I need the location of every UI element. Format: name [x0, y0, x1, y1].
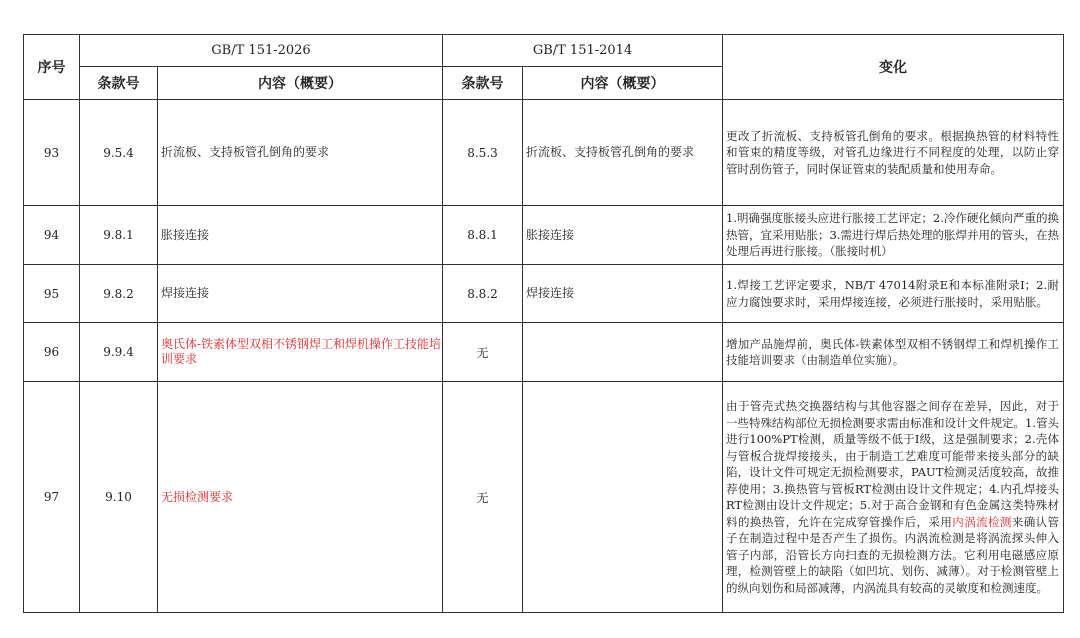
old-standard-header: GB/T 151-2014 — [443, 35, 723, 67]
seq-cell: 97 — [24, 382, 80, 613]
old-content-cell: 折流板、支持板管孔倒角的要求 — [523, 100, 723, 206]
new-clause-cell: 9.10 — [80, 382, 158, 613]
table-row — [24, 323, 1064, 382]
table-row — [24, 265, 1064, 323]
change-cell: 更改了折流板、支持板管孔倒角的要求。根据换热管的材料特性和管束的精度等级，对管孔边缘进行不同程度的处理，以防止穿管时刮伤管子，同时保证管束的装配质量和使用寿命。 — [723, 100, 1064, 206]
old-content-header: 内容（概要） — [523, 67, 723, 100]
new-content-cell: 折流板、支持板管孔倒角的要求 — [158, 100, 443, 206]
table-row — [24, 206, 1064, 265]
old-content-cell — [523, 323, 723, 382]
standard-comparison-table — [23, 34, 1064, 613]
change-text-after: 来确认管子在制造过程中是否产生了损伤。内涡流检测是将涡流探头伸入管子内部，沿管长方向扫查的无损检测方法。它利用电磁感应原理，检测管壁上的缺陷（如凹坑、划伤、减薄）。对于检测管壁上的纵向划伤和局部减薄，内涡流具有较高的灵敏度和检测速度。 — [726, 514, 1060, 595]
new-content-cell: 奥氏体-铁素体型双相不锈钢焊工和焊机操作工技能培训要求 — [158, 323, 443, 382]
old-clause-header: 条款号 — [443, 67, 523, 100]
seq-cell: 94 — [24, 206, 80, 265]
old-clause-cell: 8.5.3 — [443, 100, 523, 206]
seq-cell: 95 — [24, 265, 80, 323]
old-content-cell — [523, 382, 723, 613]
table-row — [24, 100, 1064, 206]
new-clause-cell: 9.8.2 — [80, 265, 158, 323]
change-text-highlight: 内涡流检测 — [952, 514, 1012, 529]
old-clause-cell: 无 — [443, 382, 523, 613]
old-clause-cell: 8.8.1 — [443, 206, 523, 265]
old-clause-cell: 无 — [443, 323, 523, 382]
change-cell — [723, 382, 1064, 613]
change-cell: 增加产品施焊前，奥氏体-铁素体型双相不锈钢焊工和焊机操作工技能培训要求（由制造单位实施）。 — [723, 323, 1064, 382]
old-clause-cell: 8.8.2 — [443, 265, 523, 323]
header-row-1 — [24, 35, 1064, 67]
seq-cell: 93 — [24, 100, 80, 206]
change-cell: 1.明确强度胀接头应进行胀接工艺评定；2.冷作硬化倾向严重的换热管，宜采用贴胀；3.需进行焊后热处理的胀焊并用的管头，在热处理后再进行胀接。（胀接时机） — [723, 206, 1064, 265]
change-header: 变化 — [723, 35, 1064, 100]
seq-cell: 96 — [24, 323, 80, 382]
new-standard-header: GB/T 151-2026 — [80, 35, 443, 67]
new-content-cell: 焊接连接 — [158, 265, 443, 323]
seq-header: 序号 — [24, 35, 80, 100]
new-content-cell: 胀接连接 — [158, 206, 443, 265]
old-content-cell: 胀接连接 — [523, 206, 723, 265]
old-content-cell: 焊接连接 — [523, 265, 723, 323]
new-clause-cell: 9.8.1 — [80, 206, 158, 265]
new-clause-header: 条款号 — [80, 67, 158, 100]
new-clause-cell: 9.5.4 — [80, 100, 158, 206]
change-text-before: 由于管壳式热交换器结构与其他容器之间存在差异，因此，对于一些特殊结构部位无损检测要求需由标准和设计文件规定。1.管头进行100%PT检测，质量等级不低于Ⅰ级，这是强制要求；2.壳体与管板合拢焊接接头，由于制造工艺难度可能带来接头部分的缺陷，设计文件可规定无损检测要求，PAUT检测灵活度较高，故推荐使用；3.换热管与管板RT检测由设计文件规定；4.内孔焊接头RT检测由设计文件规定；5.对于高合金钢和有色金属这类特殊材料的换热管，允许在完成穿管操作后，采用 — [726, 399, 1060, 529]
new-content-header: 内容（概要） — [158, 67, 443, 100]
new-clause-cell: 9.9.4 — [80, 323, 158, 382]
table-row — [24, 382, 1064, 613]
change-cell: 1.焊接工艺评定要求，NB/T 47014附录E和本标准附录I；2.耐应力腐蚀要求时，采用焊接连接，必须进行胀接时，采用贴胀。 — [723, 265, 1064, 323]
new-content-cell: 无损检测要求 — [158, 382, 443, 613]
